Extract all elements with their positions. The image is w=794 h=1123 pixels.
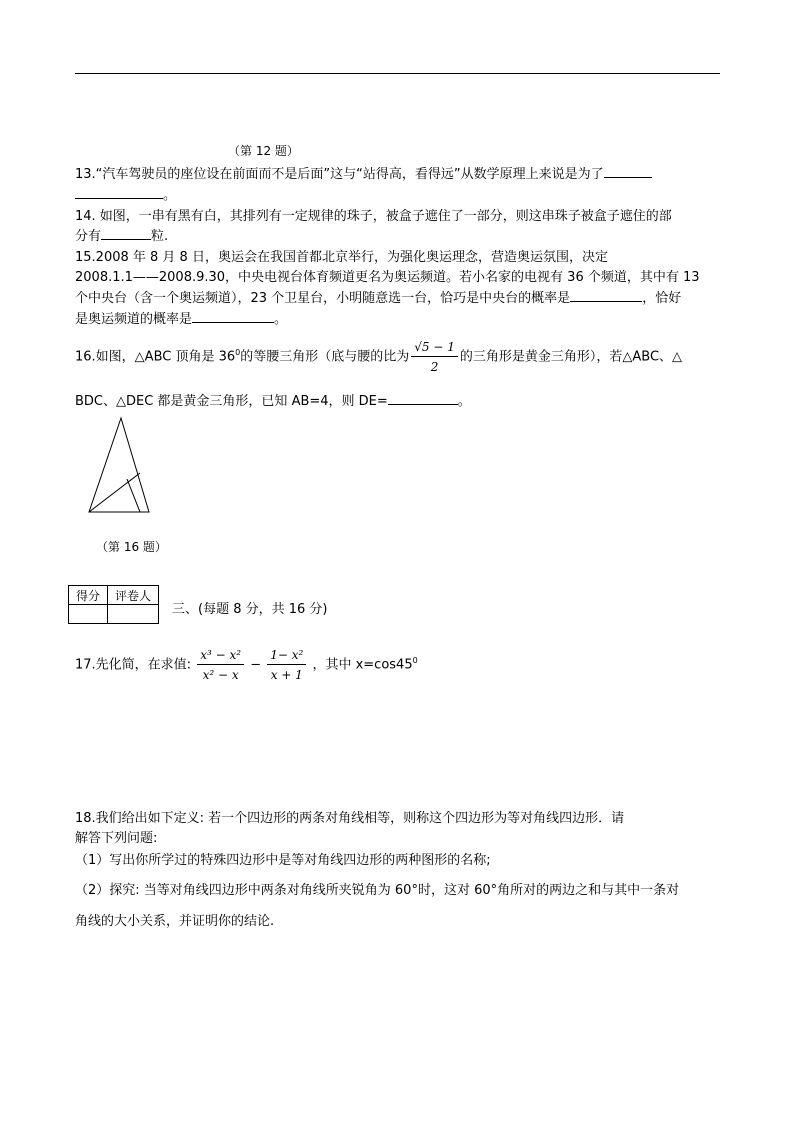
question-16-line2-text: BDC、△DEC 都是黄金三角形，已知 AB=4，则 DE= [75, 394, 388, 409]
answer-blank[interactable] [570, 290, 642, 302]
header-rule [75, 73, 720, 74]
question-18-part2: （2）探究: 当等对角线四边形中两条对角线所夹锐角为 60°时，这对 60°角所对的两边之和与其中一条对 [75, 883, 680, 898]
fraction-2-denominator: x + 1 [270, 668, 303, 682]
segment-de [127, 479, 140, 512]
question-16-post: 的三角形是黄金三角形），若△ABC、△ [459, 349, 683, 365]
fraction-1 [197, 648, 244, 682]
degree-sign: 0 [235, 348, 241, 358]
question-13-line2 [75, 184, 176, 203]
answer-blank[interactable] [192, 311, 274, 323]
question-15-line3-suffix: ，恰好 [642, 291, 682, 306]
golden-ratio-fraction [411, 340, 458, 374]
section-3-heading: 三、(每题 8 分，共 16 分) [172, 602, 328, 617]
question-15: 15.2008 年 8 月 8 日，奥运会在我国首都北京举行，为强化奥运理念，营造奥运氛围，决定 [75, 250, 608, 265]
degree-sign: 0 [412, 656, 418, 666]
fraction-2 [267, 648, 306, 682]
question-15-line4-text: 是奥运频道的概率是 [75, 312, 193, 327]
figure-16-caption: （第 16 题） [96, 540, 167, 554]
question-16-line2-suffix: 。 [457, 394, 471, 409]
fraction-2-numerator: 1− x² [267, 648, 306, 665]
answer-blank[interactable] [604, 166, 652, 178]
question-18-line2: 解答下列问题: [75, 831, 158, 846]
question-14-line2 [75, 225, 168, 244]
fraction-1-denominator: x² − x [202, 668, 239, 682]
minus-sign: − [250, 657, 262, 673]
question-14: 14. 如图，一串有黑有白，其排列有一定规律的珠子，被盒子遮住了一部分，则这串珠子被盒子遮住的部 [75, 209, 672, 224]
question-17-condition: ，其中 x=cos45 [312, 657, 413, 673]
question-15-line2: 2008.1.1——2008.9.30，中央电视台体育频道更名为奥运频道。若小名家的电视有 36 个频道，其中有 13 [75, 270, 700, 285]
fraction-denominator: 2 [430, 360, 439, 374]
score-table [68, 585, 159, 624]
question-18-part2-line2: 角线的大小关系，并证明你的结论. [75, 914, 275, 929]
figure-12-caption: （第 12 题） [228, 144, 299, 158]
question-16-line2 [75, 390, 471, 409]
question-17-text: 17.先化简，在求值: [75, 657, 192, 673]
answer-blank[interactable] [75, 187, 163, 199]
grader-header: 评卷人 [108, 586, 159, 605]
question-16 [75, 340, 682, 374]
fraction-1-numerator: x³ − x² [197, 648, 244, 665]
score-cell[interactable] [69, 605, 108, 624]
grader-cell[interactable] [108, 605, 159, 624]
question-15-line3-text: 个中央台（含一个奥运频道），23 个卫星台，小明随意选一台，恰巧是中央台的概率是 [75, 291, 571, 306]
question-15-line4-suffix: 。 [274, 312, 288, 327]
question-16-mid: 的等腰三角形（底与腰的比为 [240, 349, 410, 365]
question-18: 18.我们给出如下定义: 若一个四边形的两条对角线相等，则称这个四边形为等对角线四边形．请 [75, 811, 625, 826]
question-18-part1: （1）写出你所学过的特殊四边形中是等对角线四边形的两种图形的名称; [75, 853, 491, 868]
question-13-text: 13.“汽车驾驶员的座位设在前面而不是后面”这与“站得高，看得远”从数学原理上来说是为了 [75, 167, 604, 182]
question-15-line3 [75, 287, 681, 306]
golden-triangle-figure [80, 412, 160, 518]
answer-blank[interactable] [388, 393, 458, 405]
question-13-end: 。 [163, 188, 177, 203]
question-17 [75, 648, 418, 682]
question-13 [75, 163, 652, 182]
question-16-text: 16.如图，△ABC 顶角是 36 [75, 349, 236, 365]
fraction-numerator: √5 − 1 [411, 340, 458, 357]
question-14-prefix: 分有 [75, 229, 102, 244]
question-14-suffix: 粒. [151, 229, 169, 244]
triangle-abc [89, 418, 149, 512]
score-header: 得分 [69, 586, 108, 605]
question-15-line4 [75, 308, 287, 327]
answer-blank[interactable] [101, 228, 151, 240]
